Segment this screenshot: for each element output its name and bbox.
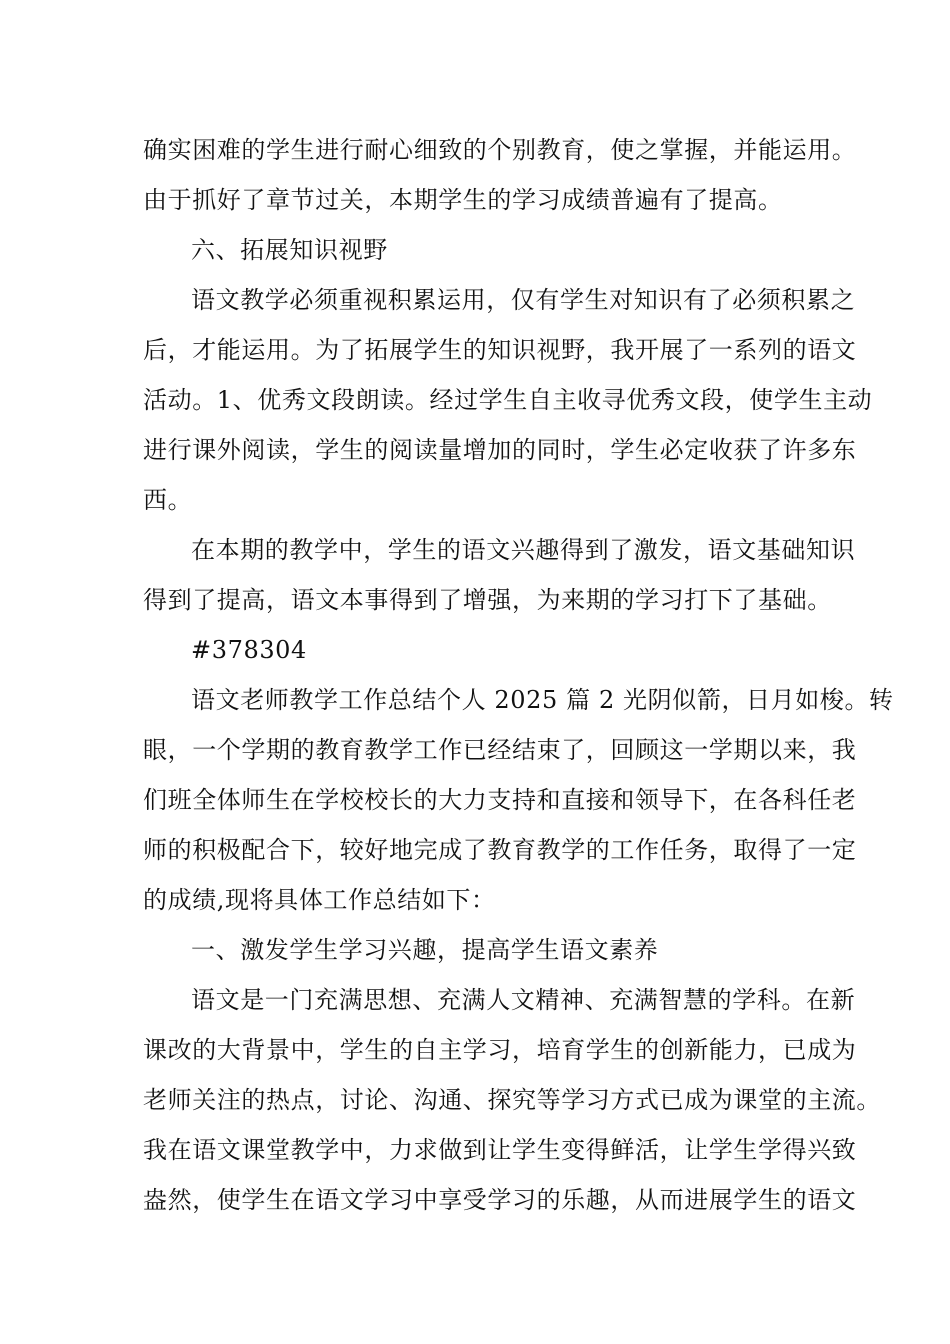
text-line: 语文是一门充满思想、充满人文精神、充满智慧的学科。在新 (191, 986, 856, 1014)
text-line: 盎然，使学生在语文学习中享受学习的乐趣，从而进展学生的语文 (143, 1186, 857, 1214)
text-line: 确实困难的学生进行耐心细致的个别教育，使之掌握，并能运用。 (143, 136, 857, 164)
text-line: 眼，一个学期的教育教学工作已经结束了，回顾这一学期以来，我 (143, 736, 857, 764)
text-line: 活动。1、优秀文段朗读。经过学生自主收寻优秀文段，使学生主动 (143, 386, 873, 414)
text-line: 由于抓好了章节过关，本期学生的学习成绩普遍有了提高。 (143, 186, 783, 214)
text-line: 们班全体师生在学校校长的大力支持和直接和领导下，在各科任老 (143, 786, 857, 814)
text-line: 得到了提高，语文本事得到了增强，为来期的学习打下了基础。 (143, 586, 832, 614)
text-line: 进行课外阅读，学生的阅读量增加的同时，学生必定收获了许多东 (143, 436, 857, 464)
text-line: 语文教学必须重视积累运用，仅有学生对知识有了必须积累之 (191, 286, 856, 314)
section-heading: 一、激发学生学习兴趣，提高学生语文素养 (191, 936, 659, 964)
section-heading: 六、拓展知识视野 (191, 236, 388, 264)
text-line: 后，才能运用。为了拓展学生的知识视野，我开展了一系列的语文 (143, 336, 857, 364)
text-line: 在本期的教学中，学生的语文兴趣得到了激发，语文基础知识 (191, 536, 856, 564)
text-line: 西。 (143, 486, 193, 514)
text-line: 课改的大背景中，学生的自主学习，培育学生的创新能力，已成为 (143, 1036, 857, 1064)
document-id: #378304 (191, 636, 307, 664)
text-line: 的成绩,现将具体工作总结如下： (143, 886, 496, 914)
text-line: 师的积极配合下，较好地完成了教育教学的工作任务，取得了一定 (143, 836, 857, 864)
text-line: 老师关注的热点，讨论、沟通、探究等学习方式已成为课堂的主流。 (143, 1086, 881, 1114)
text-line: 语文老师教学工作总结个人 2025 篇 2 光阴似箭，日月如梭。转 (191, 686, 894, 714)
text-line: 我在语文课堂教学中，力求做到让学生变得鲜活，让学生学得兴致 (143, 1136, 857, 1164)
